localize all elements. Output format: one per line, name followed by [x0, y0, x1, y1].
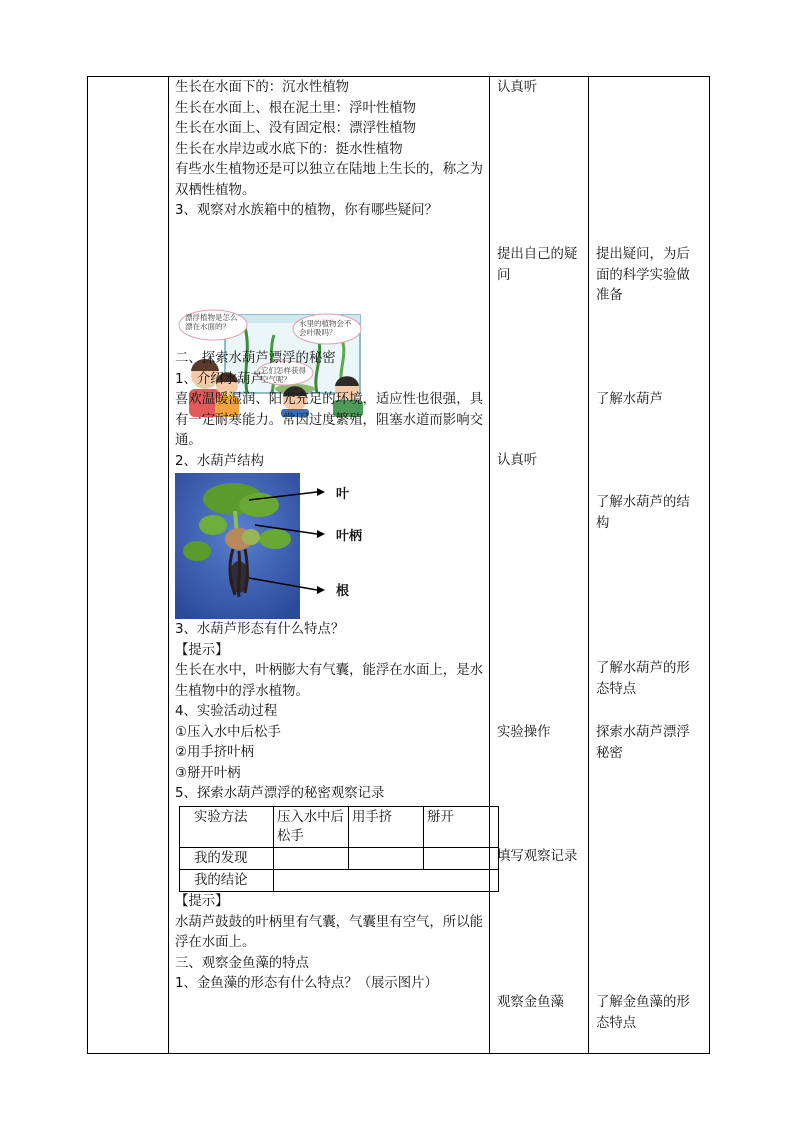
- activity-text: 观察金鱼藻: [497, 995, 564, 1010]
- intent-text: 了解水葫芦的形态特点: [596, 661, 690, 697]
- intent-text: 了解水葫芦的结构: [596, 495, 690, 531]
- question-line: 3、观察对水族箱中的植物，你有哪些疑问？: [175, 203, 438, 218]
- text-line: 生长在水面上、没有固定根：漂浮性植物: [175, 121, 417, 136]
- intent-text: 了解水葫芦: [596, 392, 663, 407]
- step-item: ②用手挤叶柄: [175, 745, 254, 760]
- teaching-content-column: [169, 77, 490, 1054]
- record-cell[interactable]: [349, 848, 424, 870]
- label-leaf: 叶: [336, 487, 350, 502]
- text-line: 有些水生植物还是可以独立在陆地上生长的，称之为双栖性植物。: [175, 162, 483, 198]
- hint-text: 水葫芦鼓鼓的叶柄里有气囊，气囊里有空气，所以能浮在水面上。: [175, 914, 483, 950]
- step-item: ③掰开叶柄: [175, 765, 241, 781]
- subsection-title: 2、水葫芦结构: [175, 453, 264, 469]
- record-header: 压入水中后松手: [274, 807, 349, 848]
- text-line: 生长在水面上、根在泥土里：浮叶性植物: [175, 100, 417, 116]
- label-root: 根: [336, 584, 350, 599]
- student-activity-column: [490, 77, 589, 1054]
- bubble-text: 它们怎样获得空气呢？: [261, 366, 306, 384]
- subsection-title: 1、金鱼藻的形态有什么特点？（展示图片）: [175, 976, 438, 991]
- activity-text: 实验操作: [497, 725, 551, 740]
- record-row-label: 我的发现: [180, 848, 274, 870]
- intent-text: 提出疑问，为后面的科学实验做准备: [596, 247, 690, 303]
- intent-text: 了解金鱼藻的形态特点: [596, 995, 690, 1031]
- subsection-title: 5、探索水葫芦漂浮的秘密观察记录: [175, 786, 385, 801]
- subsection-title: 4、实验活动过程: [175, 704, 278, 719]
- record-header: 实验方法: [180, 807, 274, 848]
- subsection-title: 1、介绍水葫芦: [175, 371, 264, 387]
- blank-column: [88, 77, 169, 1054]
- label-petiole: 叶柄: [336, 529, 363, 544]
- bubble-text: 漂浮植物是怎么漂在水面的？: [185, 313, 238, 331]
- hint-label: 【提示】: [175, 894, 229, 909]
- activity-text: 认真听: [497, 453, 538, 468]
- record-header: 掰开: [424, 807, 499, 848]
- design-intent-column: [589, 77, 710, 1054]
- record-header: 用手挤: [349, 807, 424, 848]
- record-row-label: 我的结论: [180, 870, 274, 892]
- activity-text: 认真听: [497, 80, 538, 95]
- subsection-title: 3、水葫芦形态有什么特点？: [175, 622, 345, 637]
- text-line: 生长在水面下的：沉水性植物: [175, 80, 350, 95]
- hint-label: 【提示】: [175, 642, 229, 658]
- pointer-lines: [249, 482, 339, 607]
- lesson-table: [87, 76, 710, 1054]
- text-paragraph: 喜欢温暖湿润、阳光充足的环境，适应性也很强，具有一定耐寒能力。常因过度繁殖，阻塞水道而影响交通。: [175, 392, 483, 448]
- record-cell[interactable]: [424, 848, 499, 870]
- text-line: 生长在水岸边或水底下的：挺水性植物: [175, 141, 403, 157]
- activity-text: 提出自己的疑问: [497, 247, 578, 283]
- record-cell[interactable]: [274, 848, 349, 870]
- section-title: 三、观察金鱼藻的特点: [175, 955, 309, 971]
- record-cell[interactable]: [274, 870, 499, 892]
- observation-record-table: [179, 806, 499, 892]
- hint-text: 生长在水中，叶柄膨大有气囊，能浮在水面上，是水生植物中的浮水植物。: [175, 663, 483, 699]
- bubble-text: 水里的植物会不会叶吸吗？: [299, 319, 352, 337]
- activity-text: 填写观察记录: [497, 849, 578, 864]
- intent-text: 探索水葫芦漂浮秘密: [596, 725, 690, 761]
- section-title: 二、探索水葫芦漂浮的秘密: [175, 351, 336, 366]
- step-item: ①压入水中后松手: [175, 724, 281, 740]
